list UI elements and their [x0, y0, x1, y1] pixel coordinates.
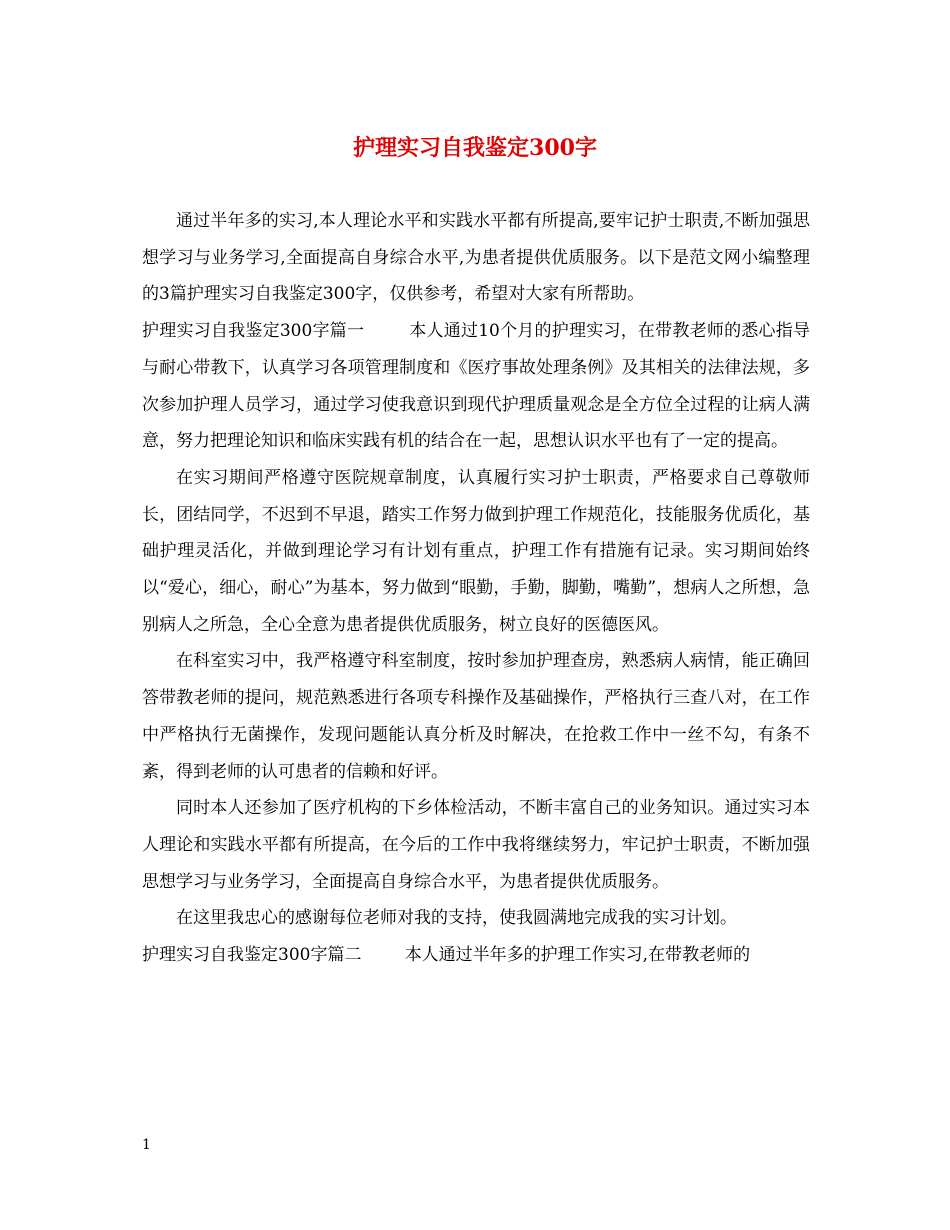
section-two-paragraph — [142, 937, 810, 974]
body-paragraph: 在实习期间严格遵守医院规章制度，认真履行实习护士职责，严格要求自己尊敬师长，团结同学，不迟到不早退，踏实工作努力做到护理工作规范化，技能服务优质化，基础护理灵活化，并做到理论学习有计划有重点，护理工作有措施有记录。实习期间始终以“爱心，细心，耐心”为基本，努力做到“眼勤，手勤，脚勤，嘴勤”，想病人之所想，急别病人之所急，全心全意为患者提供优质服务，树立良好的医德医风。 — [142, 467, 810, 635]
body-paragraph: 在科室实习中，我严格遵守科室制度，按时参加护理查房，熟悉病人病情，能正确回答带教老师的提问，规范熟悉进行各项专科操作及基础操作，严格执行三查八对，在工作中严格执行无菌操作，发现问题能认真分析及时解决，在抢救工作中一丝不勾，有条不紊，得到老师的认可患者的信赖和好评。 — [142, 651, 810, 782]
document-body — [142, 203, 810, 974]
section-two-text: 本人通过半年多的护理工作实习,在带教老师的 — [404, 945, 751, 966]
document-title: 护理实习自我鉴定300字 — [353, 135, 597, 161]
section-one-text: 本人通过10个月的护理实习，在带教老师的悉心指导与耐心带教下，认真学习各项管理制度和《医疗事故处理条例》及其相关的法律法规，多次参加护理人员学习，通过学习使我意识到现代护理质量观念是全方位全过程的让病人满意，努力把理论知识和临床实践有机的结合在一起，思想认识水平也有了一定的提高。 — [142, 321, 810, 452]
section-one-heading: 护理实习自我鉴定300字篇一 — [142, 321, 365, 342]
intro-paragraph: 通过半年多的实习,本人理论水平和实践水平都有所提高,要牢记护士职责,不断加强思想学习与业务学习,全面提高自身综合水平,为患者提供优质服务。以下是范文网小编整理的3篇护理实习自我鉴定300字，仅供参考，希望对大家有所帮助。 — [142, 211, 810, 305]
page-number: 1 — [142, 1137, 151, 1153]
section-one-paragraph — [142, 313, 810, 460]
section-two-heading: 护理实习自我鉴定300字篇二 — [142, 945, 362, 966]
body-paragraph: 在这里我忠心的感谢每位老师对我的支持，使我圆满地完成我的实习计划。 — [176, 908, 737, 929]
body-paragraph: 同时本人还参加了医疗机构的下乡体检活动，不断丰富自己的业务知识。通过实习本人理论和实践水平都有所提高，在今后的工作中我将继续努力，牢记护士职责，不断加强思想学习与业务学习，全面提高自身综合水平，为患者提供优质服务。 — [142, 798, 810, 892]
